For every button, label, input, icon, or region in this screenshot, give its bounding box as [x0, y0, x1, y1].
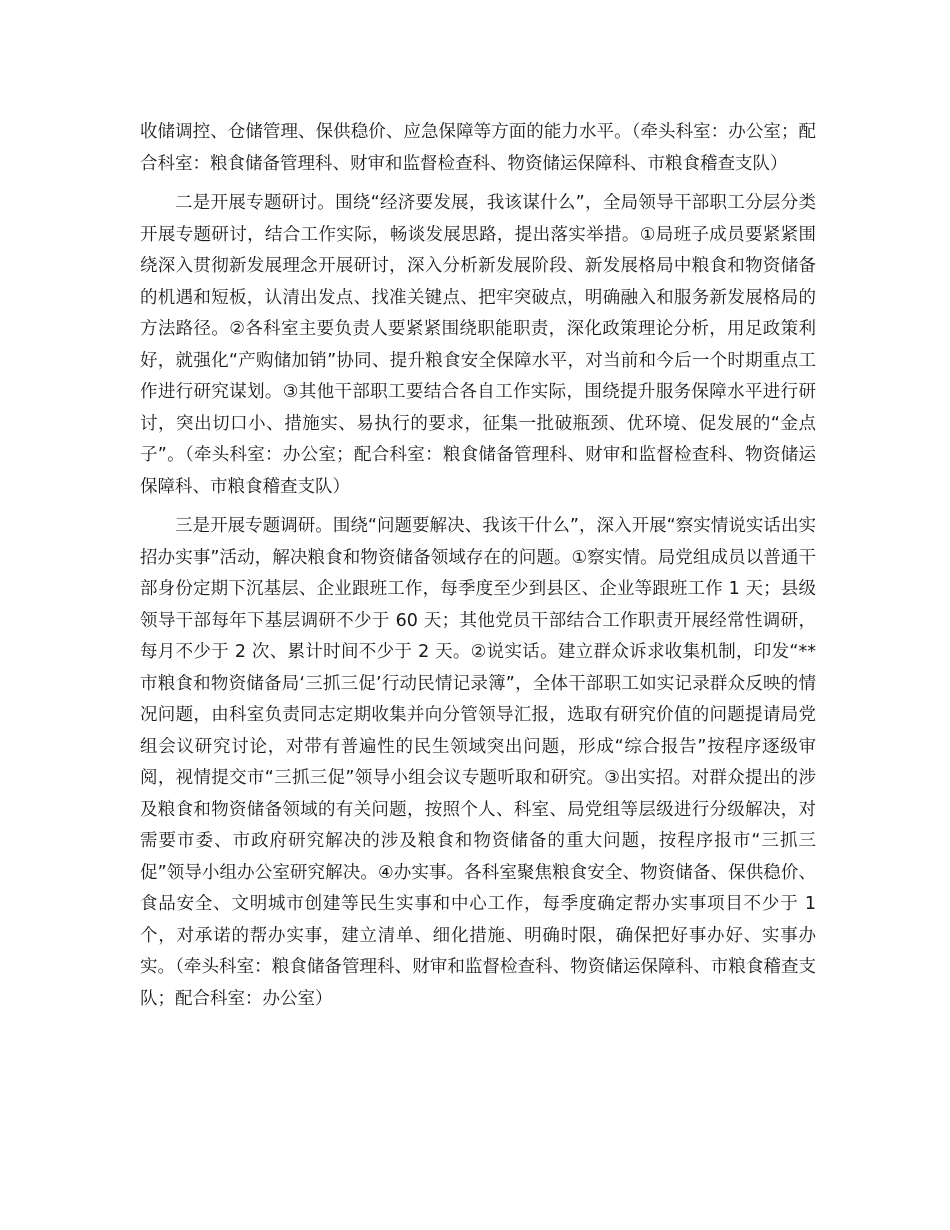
paragraph-special-research: 三是开展专题调研。围绕“问题要解决、我该干什么”，深入开展“察实情说实话出实招办实事”活动，解决粮食和物资储备领域存在的问题。①察实情。局党组成员以普通干部身份定期下沉基层、企业跟班工作，每季度至少到县区、企业等跟班工作 1 天；县级领导干部每年下基层调研不少于 60 天；其他党员干部结合工作职责开展经常性调研，每月不少于 2 次、累计时间不少于 2 天。②说实话。建立群众诉求收集机制，印发“**市粮食和物资储备局‘三抓三促’行动民情记录簿”，全体干部职工如实记录群众反映的情况问题，由科室负责同志定期收集并向分管领导汇报，选取有研究价值的问题提请局党组会议研究讨论，对带有普遍性的民生领域突出问题，形成“综合报告”按程序逐级审阅，视情提交市“三抓三促”领导小组会议专题听取和研究。③出实招。对群众提出的涉及粮食和物资储备领域的有关问题，按照个人、科室、局党组等层级进行分级解决，对需要市委、市政府研究解决的涉及粮食和物资储备的重大问题，按程序报市“三抓三促”领导小组办公室研究解决。④办实事。各科室聚焦粮食安全、物资储备、保供稳价、食品安全、文明城市创建等民生实事和中心工作，每季度确定帮办实事项目不少于 1 个，对承诺的帮办实事，建立清单、细化措施、明确时限，确保把好事办好、实事办实。（牵头科室：粮食储备管理科、财审和监督检查科、物资储运保障科、市粮食稽查支队；配合科室：办公室）	[140, 516, 816, 1009]
document-body	[140, 117, 816, 1023]
paragraph-special-discussion: 二是开展专题研讨。围绕“经济要发展，我该谋什么”，全局领导干部职工分层分类开展专题研讨，结合工作实际，畅谈发展思路，提出落实举措。①局班子成员要紧紧围绕深入贯彻新发展理念开展研讨，深入分析新发展阶段、新发展格局中粮食和物资储备的机遇和短板，认清出发点、找准关键点、把牢突破点，明确融入和服务新发展格局的方法路径。②各科室主要负责人要紧紧围绕职能职责，深化政策理论分析，用足政策利好，就强化“产购储加销”协同、提升粮食安全保障水平，对当前和今后一个时期重点工作进行研究谋划。③其他干部职工要结合各自工作实际，围绕提升服务保障水平进行研讨，突出切口小、措施实、易执行的要求，征集一批破瓶颈、优环境、促发展的“金点子”。（牵头科室：办公室；配合科室：粮食储备管理科、财审和监督检查科、物资储运保障科、市粮食稽查支队）	[140, 193, 816, 497]
paragraph-continuation: 收储调控、仓储管理、保供稳价、应急保障等方面的能力水平。（牵头科室：办公室；配合科室：粮食储备管理科、财审和监督检查科、物资储运保障科、市粮食稽查支队）	[140, 122, 816, 174]
